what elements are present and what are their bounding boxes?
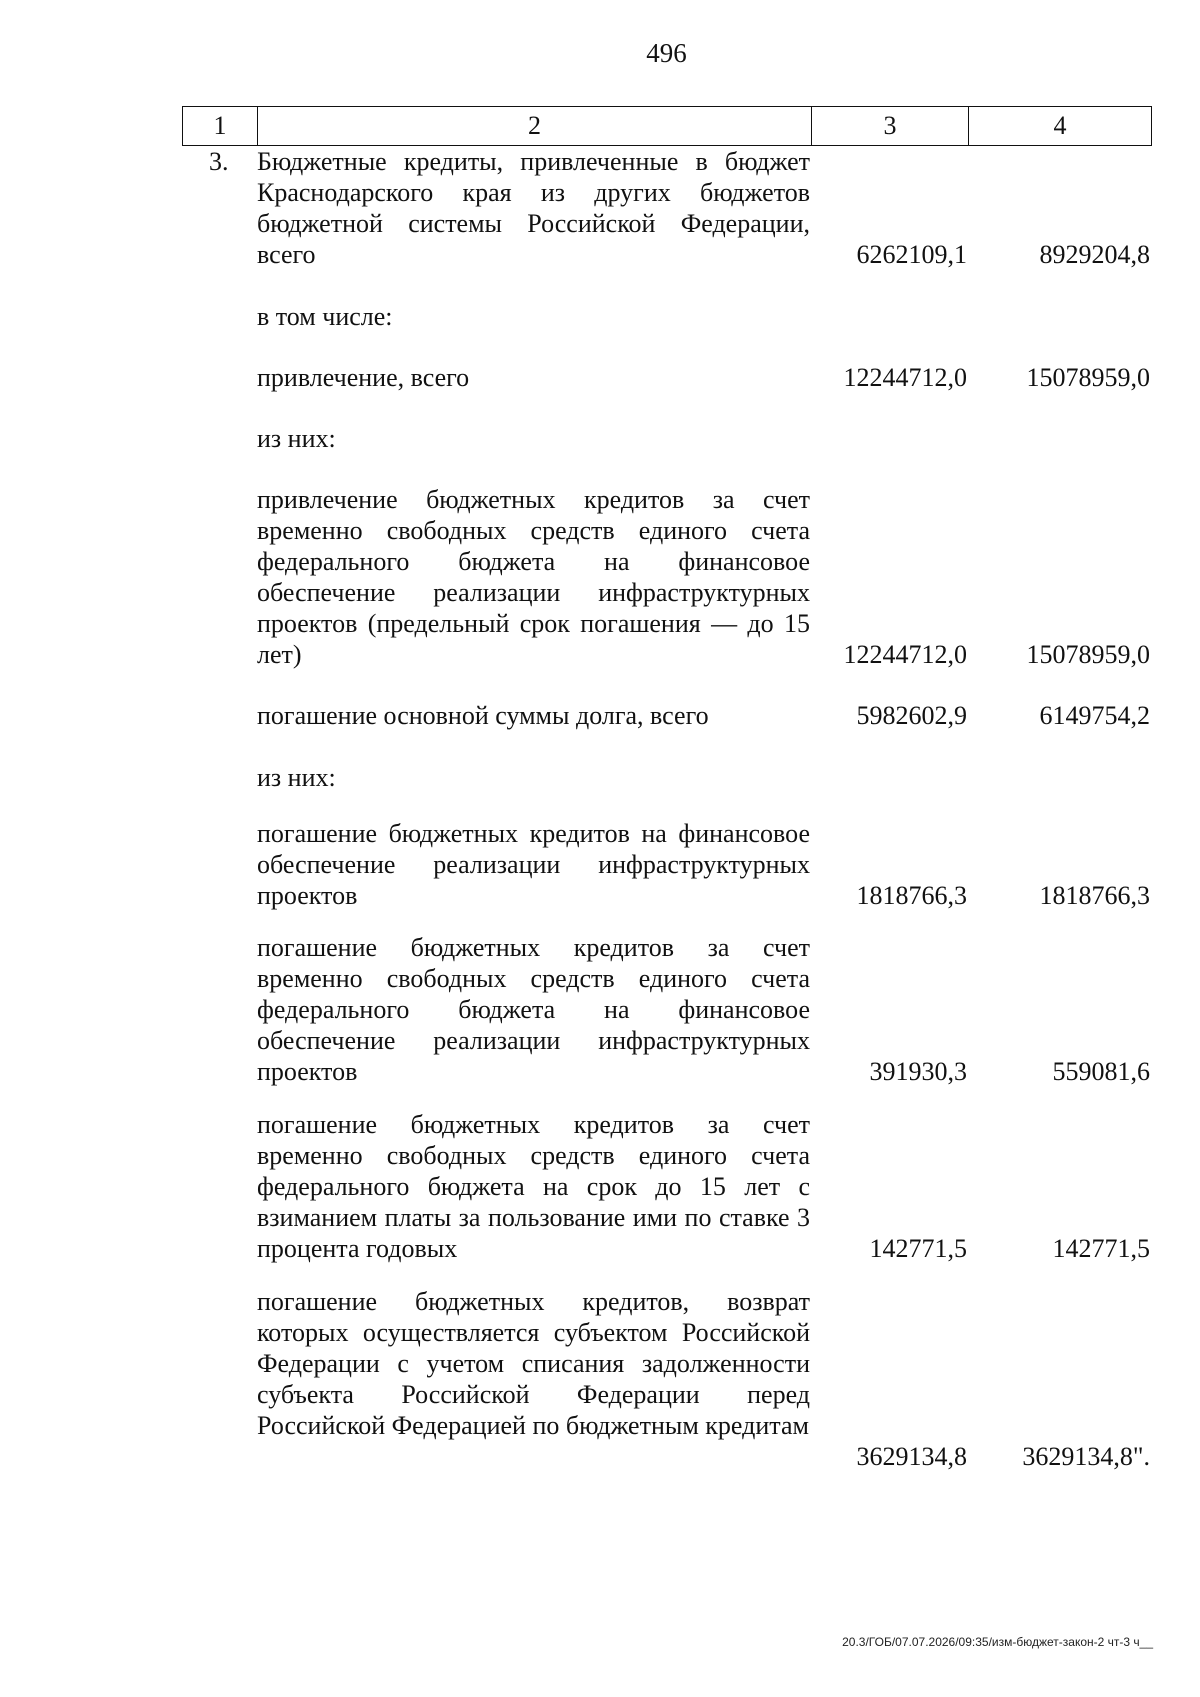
document-footer-code: 20.3/ГОБ/07.07.2026/09:35/изм-бюджет-закон-2 чт-3 ч__: [842, 1635, 1153, 1649]
row-description: Бюджетные кредиты, привлеченные в бюджет Краснодарского края из других бюджетов бюджетной системы Российской Федерации, всего: [257, 147, 810, 269]
row-number: 3.: [209, 147, 229, 176]
row-description: привлечение бюджетных кредитов за счет временно свободных средств единого счета федерального бюджета на финансовое обеспечение реализации инфраструктурных проектов (предельный срок погашения — до 15 лет): [257, 485, 810, 669]
row-value-col4: 3629134,8".: [1022, 1442, 1150, 1471]
row-value-col4: 15078959,0: [1026, 363, 1150, 392]
row-value-col4: 142771,5: [1052, 1234, 1150, 1263]
row-description: погашение основной суммы долга, всего: [257, 701, 709, 730]
row-description: погашение бюджетных кредитов, возврат которых осуществляется субъектом Российской Федерации с учетом списания задолженности субъекта Российской Федерации перед Российской Федерацией по бюджетным кредитам: [257, 1287, 810, 1440]
row-description: погашение бюджетных кредитов за счет временно свободных средств единого счета федерального бюджета на срок до 15 лет с взиманием платы за пользование ими по ставке 3 процента годовых: [257, 1110, 810, 1263]
header-col-1: 1: [183, 107, 258, 145]
row-value-col4: 8929204,8: [1039, 240, 1150, 269]
row-value-col3: 12244712,0: [843, 363, 967, 392]
row-value-col4: 559081,6: [1052, 1057, 1150, 1086]
table-header-row: [182, 106, 1152, 146]
row-description: привлечение, всего: [257, 363, 470, 392]
row-value-col3: 12244712,0: [843, 640, 967, 669]
row-description: в том числе:: [257, 302, 393, 331]
row-value-col3: 3629134,8: [856, 1442, 967, 1471]
header-col-2: 2: [258, 107, 812, 145]
row-value-col4: 15078959,0: [1026, 640, 1150, 669]
row-value-col3: 6262109,1: [856, 240, 967, 269]
header-col-3: 3: [812, 107, 969, 145]
row-description: из них:: [257, 424, 336, 453]
row-value-col4: 6149754,2: [1039, 701, 1150, 730]
row-value-col3: 142771,5: [869, 1234, 967, 1263]
header-col-4: 4: [1053, 111, 1067, 140]
page-number: 496: [646, 38, 687, 68]
row-value-col3: 5982602,9: [856, 701, 967, 730]
row-value-col3: 1818766,3: [856, 881, 967, 910]
row-value-col4: 1818766,3: [1039, 881, 1150, 910]
row-value-col3: 391930,3: [869, 1057, 967, 1086]
row-description: погашение бюджетных кредитов за счет временно свободных средств единого счета федерального бюджета на финансовое обеспечение реализации инфраструктурных проектов: [257, 933, 810, 1086]
row-description: погашение бюджетных кредитов на финансовое обеспечение реализации инфраструктурных проектов: [257, 819, 810, 910]
row-description: из них:: [257, 763, 336, 792]
